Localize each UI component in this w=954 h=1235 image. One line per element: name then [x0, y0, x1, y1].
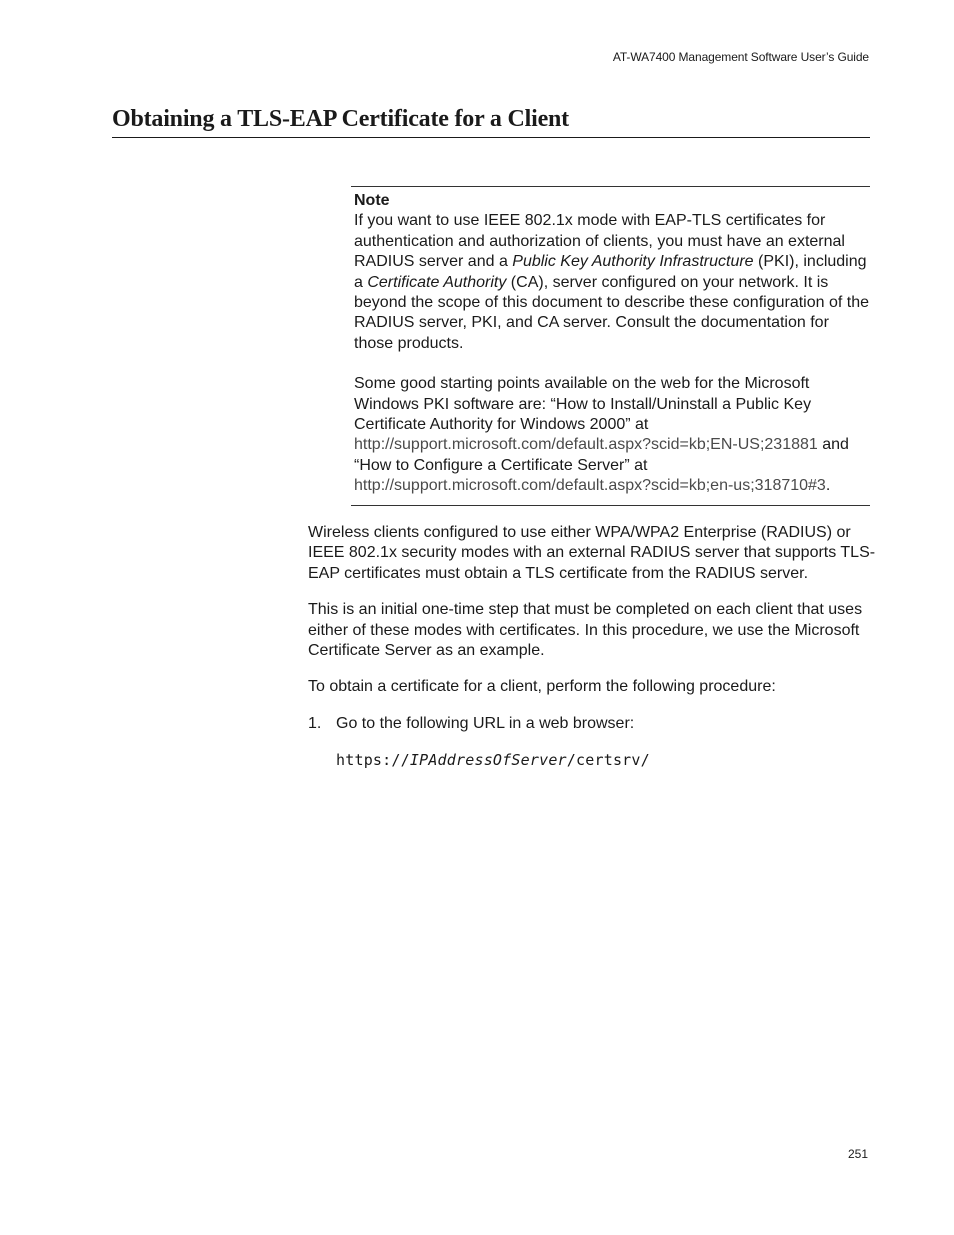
- page-number: 251: [847, 1147, 868, 1161]
- note-paragraph-1: [354, 211, 870, 354]
- url-suffix: /certsrv/: [566, 751, 650, 770]
- url-variable: IPAddressOfServer: [409, 751, 567, 770]
- step-text: Go to the following URL in a web browser:: [336, 714, 635, 732]
- step-number: 1.: [308, 714, 322, 732]
- body-paragraph-2: This is an initial one-time step that must be completed on each client that uses either of these modes with certificates. In this procedure, we use the Microsoft Certificate Server as an example.: [308, 601, 863, 660]
- note-term-pki: Public Key Authority Infrastructure: [512, 253, 754, 271]
- note-text: If you want to use IEEE 802.1x mode with EAP-TLS certificates for authentication and authorization of clients, you must have an external RADIUS server and a: [354, 212, 845, 271]
- link-configure-server[interactable]: http://support.microsoft.com/default.aspx?scid=kb;en-us;318710#3: [354, 477, 826, 495]
- body-paragraph-1: Wireless clients configured to use either WPA/WPA2 Enterprise (RADIUS) or IEEE 802.1x security modes with an external RADIUS server that supports TLS-EAP certificates must obtain a TLS certificate from the RADIUS server.: [308, 524, 876, 582]
- note-text: and “How to Configure a Certificate Server” at: [354, 436, 849, 474]
- body-paragraph-3: To obtain a certificate for a client, perform the following procedure:: [308, 678, 776, 696]
- note-text: (CA), server configured on your network. It is beyond the scope of this document to describe these configuration of the RADIUS server, PKI, and CA server. Consult the documentation for those products.: [354, 273, 869, 352]
- url-code: [336, 750, 878, 770]
- body-content: [308, 523, 878, 771]
- running-header: AT-WA7400 Management Software User’s Guide: [612, 50, 869, 64]
- note-term-ca: Certificate Authority: [367, 273, 507, 291]
- url-prefix: https://: [336, 751, 410, 770]
- link-install-ca[interactable]: http://support.microsoft.com/default.aspx?scid=kb;EN-US;231881: [354, 436, 818, 454]
- note-paragraph-2: [354, 374, 870, 496]
- note-text: .: [825, 477, 831, 495]
- note-text: (PKI), including a: [354, 253, 867, 291]
- note-heading: Note: [354, 192, 390, 209]
- note-box: [351, 186, 870, 506]
- note-text: Some good starting points available on the web for the Microsoft Windows PKI software are: “How to Install/Uninstall a Public Key Certificate Authority for Windows 2000” at: [354, 375, 812, 434]
- section-title: Obtaining a TLS-EAP Certificate for a Client: [112, 106, 870, 138]
- procedure-step-1: [308, 714, 878, 734]
